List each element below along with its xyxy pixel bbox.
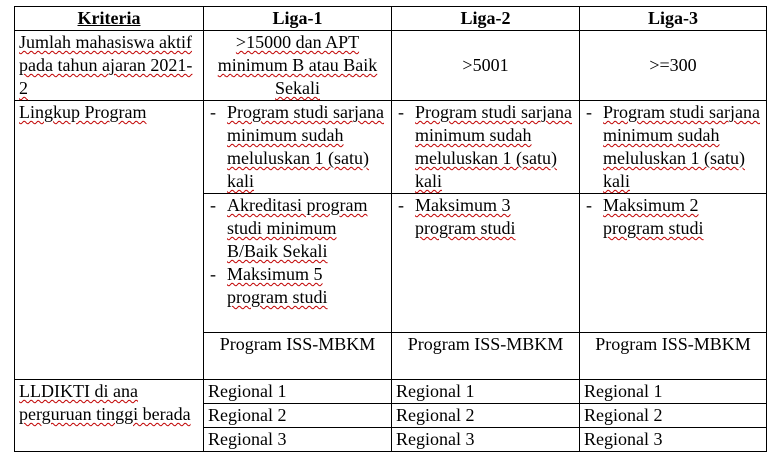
region-liga-1-1: Regional 1 <box>204 380 392 404</box>
header-kriteria: Kriteria <box>15 7 204 31</box>
header-row <box>15 7 767 31</box>
region-liga-1-3: Regional 3 <box>204 428 392 452</box>
header-liga-3: Liga-3 <box>580 7 767 31</box>
akreditasi-liga-2: - Maksimum 3 program studi <box>392 194 580 333</box>
mahasiswa-liga-1: >15000 dan APT minimum B atau Baik Sekali <box>204 31 392 101</box>
mahasiswa-liga-3: >=300 <box>580 31 767 101</box>
label-lldikti: LLDIKTI di ana perguruan tinggi berada <box>15 380 204 452</box>
iss-liga-3: Program ISS-MBKM <box>580 333 767 380</box>
table-row <box>15 31 767 101</box>
label-lingkup-program: Lingkup Program <box>15 101 204 380</box>
criteria-table <box>14 6 767 452</box>
region-liga-1-2: Regional 2 <box>204 404 392 428</box>
lulus-liga-2: - Program studi sarjana minimum sudah meluluskan 1 (satu) kali <box>392 101 580 194</box>
region-liga-2-1: Regional 1 <box>392 380 580 404</box>
region-liga-3-3: Regional 3 <box>580 428 767 452</box>
label-jumlah-mahasiswa: Jumlah mahasiswa aktif pada tahun ajaran 2021-2 <box>15 31 204 101</box>
table-row <box>15 101 767 194</box>
table-row <box>15 380 767 404</box>
akreditasi-liga-3: - Maksimum 2 program studi <box>580 194 767 333</box>
lulus-liga-3: - Program studi sarjana minimum sudah meluluskan 1 (satu) kali <box>580 101 767 194</box>
mahasiswa-liga-2: >5001 <box>392 31 580 101</box>
akreditasi-liga-1: - Akreditasi program studi minimum B/Baik Sekali - Maksimum 5 program studi <box>204 194 392 333</box>
region-liga-2-3: Regional 3 <box>392 428 580 452</box>
region-liga-3-2: Regional 2 <box>580 404 767 428</box>
header-liga-1: Liga-1 <box>204 7 392 31</box>
lulus-liga-1: - Program studi sarjana minimum sudah meluluskan 1 (satu) kali <box>204 101 392 194</box>
header-liga-2: Liga-2 <box>392 7 580 31</box>
region-liga-3-1: Regional 1 <box>580 380 767 404</box>
iss-liga-2: Program ISS-MBKM <box>392 333 580 380</box>
region-liga-2-2: Regional 2 <box>392 404 580 428</box>
iss-liga-1: Program ISS-MBKM <box>204 333 392 380</box>
